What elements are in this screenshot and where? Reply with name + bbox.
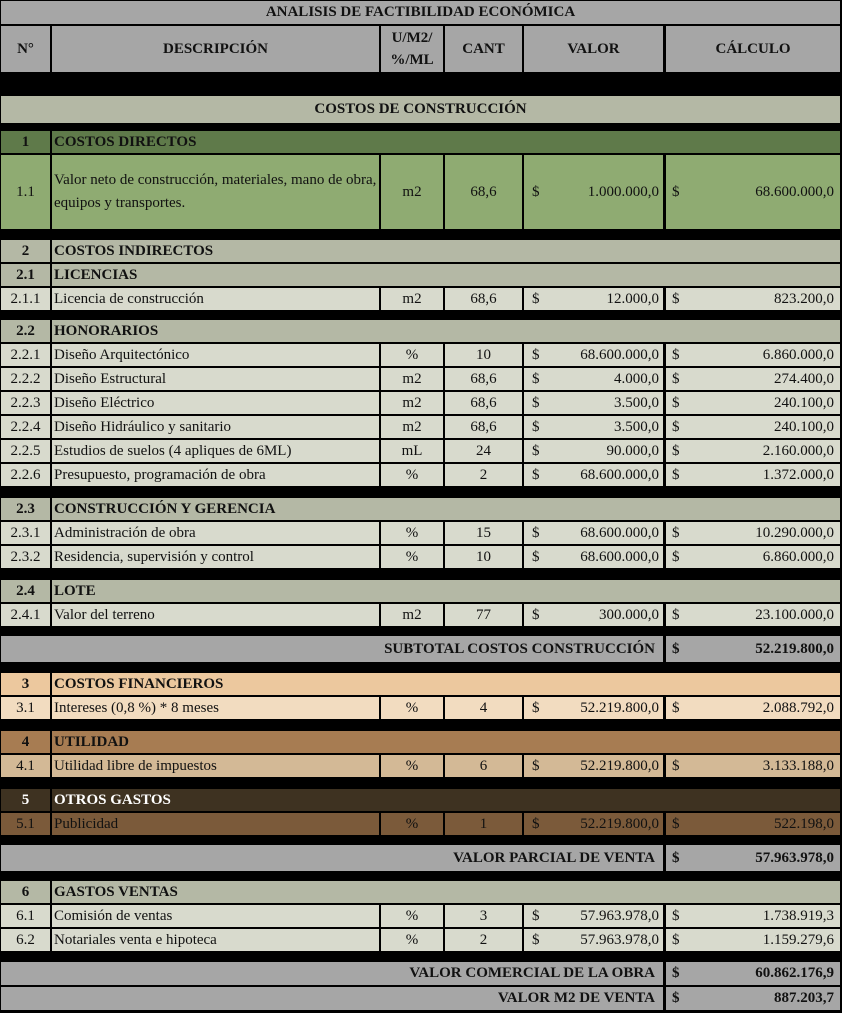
item-description: Residencia, supervisión y control bbox=[52, 546, 379, 568]
item-description: Licencia de construcción bbox=[52, 288, 379, 310]
section-number: 2.3 bbox=[1, 498, 50, 520]
total-label: VALOR COMERCIAL DE LA OBRA bbox=[1, 962, 663, 985]
item-row bbox=[0, 813, 842, 835]
section-number: 3 bbox=[1, 673, 50, 695]
currency-symbol: $ bbox=[532, 394, 540, 411]
item-number: 2.2.3 bbox=[1, 392, 50, 414]
item-unit: m2 bbox=[381, 416, 443, 438]
total-value bbox=[666, 845, 840, 871]
item-valor bbox=[524, 697, 663, 719]
item-description: Estudios de suelos (4 apliques de 6ML) bbox=[52, 440, 379, 462]
item-unit: % bbox=[381, 697, 443, 719]
section-number: 1 bbox=[1, 131, 50, 153]
section-row bbox=[0, 881, 842, 903]
item-description: Comisión de ventas bbox=[52, 905, 379, 927]
item-row bbox=[0, 288, 842, 310]
item-row bbox=[0, 392, 842, 414]
item-calculo bbox=[666, 522, 840, 544]
item-row bbox=[0, 368, 842, 390]
item-row bbox=[0, 755, 842, 777]
currency-symbol: $ bbox=[672, 548, 680, 565]
item-valor bbox=[524, 464, 663, 486]
item-calculo-amount: 522.198,0 bbox=[774, 815, 834, 832]
item-row bbox=[0, 522, 842, 544]
item-number: 2.2.6 bbox=[1, 464, 50, 486]
item-unit: mL bbox=[381, 440, 443, 462]
item-unit: % bbox=[381, 546, 443, 568]
item-calculo bbox=[666, 929, 840, 951]
item-number: 3.1 bbox=[1, 697, 50, 719]
item-row bbox=[0, 929, 842, 951]
item-calculo bbox=[666, 155, 840, 229]
costos-construccion-title: COSTOS DE CONSTRUCCIÓN bbox=[1, 96, 840, 123]
item-number: 1.1 bbox=[1, 155, 50, 229]
item-calculo-amount: 823.200,0 bbox=[774, 290, 834, 307]
currency-symbol: $ bbox=[672, 442, 680, 459]
item-calculo-amount: 2.160.000,0 bbox=[762, 442, 834, 459]
header-desc: DESCRIPCIÓN bbox=[52, 26, 379, 72]
item-calculo-amount: 1.738.919,3 bbox=[762, 907, 834, 924]
header-cant: CANT bbox=[445, 26, 522, 72]
item-calculo-amount: 1.159.279,6 bbox=[762, 931, 834, 948]
item-valor-amount: 12.000,0 bbox=[606, 290, 659, 307]
item-valor-amount: 68.600.000,0 bbox=[580, 346, 659, 363]
currency-symbol: $ bbox=[672, 370, 680, 387]
section-label: COSTOS INDIRECTOS bbox=[52, 240, 840, 262]
item-unit: m2 bbox=[381, 392, 443, 414]
item-quantity: 6 bbox=[445, 755, 522, 777]
currency-symbol: $ bbox=[672, 699, 680, 716]
item-valor-amount: 52.219.800,0 bbox=[580, 815, 659, 832]
item-valor bbox=[524, 546, 663, 568]
item-valor-amount: 68.600.000,0 bbox=[580, 524, 659, 541]
section-label: OTROS GASTOS bbox=[52, 789, 840, 811]
item-valor bbox=[524, 416, 663, 438]
item-calculo-amount: 274.400,0 bbox=[774, 370, 834, 387]
item-quantity: 15 bbox=[445, 522, 522, 544]
total-row bbox=[0, 962, 842, 985]
currency-symbol: $ bbox=[532, 548, 540, 565]
item-row bbox=[0, 416, 842, 438]
item-calculo bbox=[666, 604, 840, 626]
item-quantity: 24 bbox=[445, 440, 522, 462]
currency-symbol: $ bbox=[532, 442, 540, 459]
section-row bbox=[0, 673, 842, 695]
section-row bbox=[0, 131, 842, 153]
item-valor-amount: 68.600.000,0 bbox=[580, 466, 659, 483]
item-description: Notariales venta e hipoteca bbox=[52, 929, 379, 951]
item-calculo-amount: 3.133.188,0 bbox=[762, 757, 834, 774]
item-description: Diseño Arquitectónico bbox=[52, 344, 379, 366]
section-row bbox=[0, 789, 842, 811]
currency-symbol: $ bbox=[672, 640, 680, 657]
item-row bbox=[0, 464, 842, 486]
section-label: LICENCIAS bbox=[52, 264, 840, 286]
section-number: 2.1 bbox=[1, 264, 50, 286]
currency-symbol: $ bbox=[672, 394, 680, 411]
section-number: 2.4 bbox=[1, 580, 50, 602]
section-number: 6 bbox=[1, 881, 50, 903]
item-calculo bbox=[666, 416, 840, 438]
item-calculo bbox=[666, 697, 840, 719]
currency-symbol: $ bbox=[532, 418, 540, 435]
currency-symbol: $ bbox=[532, 346, 540, 363]
item-description: Presupuesto, programación de obra bbox=[52, 464, 379, 486]
item-valor bbox=[524, 344, 663, 366]
item-valor bbox=[524, 288, 663, 310]
item-unit: m2 bbox=[381, 155, 443, 229]
item-valor-amount: 68.600.000,0 bbox=[580, 548, 659, 565]
total-row bbox=[0, 987, 842, 1010]
total-value-amount: 887.203,7 bbox=[774, 990, 834, 1006]
section-label: GASTOS VENTAS bbox=[52, 881, 840, 903]
currency-symbol: $ bbox=[532, 907, 540, 924]
total-label: SUBTOTAL COSTOS CONSTRUCCIÓN bbox=[1, 636, 663, 662]
section-row bbox=[0, 498, 842, 520]
item-number: 4.1 bbox=[1, 755, 50, 777]
item-row bbox=[0, 344, 842, 366]
item-valor bbox=[524, 522, 663, 544]
item-valor-amount: 90.000,0 bbox=[606, 442, 659, 459]
item-valor-amount: 300.000,0 bbox=[599, 606, 659, 623]
item-description: Diseño Hidráulico y sanitario bbox=[52, 416, 379, 438]
section-row bbox=[0, 240, 842, 262]
currency-symbol: $ bbox=[672, 815, 680, 832]
item-valor bbox=[524, 905, 663, 927]
item-description: Administración de obra bbox=[52, 522, 379, 544]
currency-symbol: $ bbox=[532, 183, 540, 200]
item-calculo bbox=[666, 344, 840, 366]
item-row bbox=[0, 697, 842, 719]
item-quantity: 68,6 bbox=[445, 416, 522, 438]
header-calculo: CÁLCULO bbox=[666, 26, 840, 72]
item-calculo-amount: 68.600.000,0 bbox=[755, 183, 834, 200]
currency-symbol: $ bbox=[672, 907, 680, 924]
item-valor-amount: 57.963.978,0 bbox=[580, 931, 659, 948]
item-description: Valor del terreno bbox=[52, 604, 379, 626]
item-quantity: 3 bbox=[445, 905, 522, 927]
section-label: HONORARIOS bbox=[52, 320, 840, 342]
item-description: Publicidad bbox=[52, 813, 379, 835]
item-quantity: 1 bbox=[445, 813, 522, 835]
section-number: 2 bbox=[1, 240, 50, 262]
item-calculo bbox=[666, 288, 840, 310]
currency-symbol: $ bbox=[672, 346, 680, 363]
currency-symbol: $ bbox=[672, 183, 680, 200]
item-calculo-amount: 23.100.000,0 bbox=[755, 606, 834, 623]
section-number: 2.2 bbox=[1, 320, 50, 342]
item-valor bbox=[524, 813, 663, 835]
item-unit: % bbox=[381, 813, 443, 835]
item-row bbox=[0, 905, 842, 927]
item-number: 2.3.2 bbox=[1, 546, 50, 568]
total-value-amount: 57.963.978,0 bbox=[755, 849, 834, 866]
item-calculo-amount: 2.088.792,0 bbox=[762, 699, 834, 716]
section-label: LOTE bbox=[52, 580, 840, 602]
item-valor bbox=[524, 392, 663, 414]
item-calculo bbox=[666, 813, 840, 835]
item-unit: % bbox=[381, 464, 443, 486]
item-description: Valor neto de construcción, materiales, mano de obra, equipos y transportes. bbox=[52, 155, 379, 229]
total-value-amount: 52.219.800,0 bbox=[755, 640, 834, 657]
item-unit: % bbox=[381, 929, 443, 951]
item-row bbox=[0, 155, 842, 229]
section-row bbox=[0, 580, 842, 602]
currency-symbol: $ bbox=[532, 466, 540, 483]
section-row bbox=[0, 731, 842, 753]
item-valor bbox=[524, 755, 663, 777]
total-value-amount: 60.862.176,9 bbox=[755, 965, 834, 981]
section-label: CONSTRUCCIÓN Y GERENCIA bbox=[52, 498, 840, 520]
item-calculo bbox=[666, 464, 840, 486]
item-valor bbox=[524, 368, 663, 390]
currency-symbol: $ bbox=[672, 965, 680, 981]
header-valor: VALOR bbox=[524, 26, 663, 72]
item-quantity: 68,6 bbox=[445, 368, 522, 390]
currency-symbol: $ bbox=[672, 606, 680, 623]
currency-symbol: $ bbox=[672, 990, 680, 1006]
total-value bbox=[666, 987, 840, 1010]
section-label: COSTOS FINANCIEROS bbox=[52, 673, 840, 695]
item-quantity: 2 bbox=[445, 929, 522, 951]
item-quantity: 10 bbox=[445, 344, 522, 366]
item-unit: m2 bbox=[381, 604, 443, 626]
item-calculo-amount: 10.290.000,0 bbox=[755, 524, 834, 541]
currency-symbol: $ bbox=[532, 370, 540, 387]
item-unit: % bbox=[381, 755, 443, 777]
item-description: Diseño Eléctrico bbox=[52, 392, 379, 414]
item-valor-amount: 57.963.978,0 bbox=[580, 907, 659, 924]
item-unit: % bbox=[381, 344, 443, 366]
total-row bbox=[0, 636, 842, 662]
item-number: 6.2 bbox=[1, 929, 50, 951]
item-quantity: 4 bbox=[445, 697, 522, 719]
item-number: 2.2.5 bbox=[1, 440, 50, 462]
currency-symbol: $ bbox=[672, 757, 680, 774]
currency-symbol: $ bbox=[532, 757, 540, 774]
item-calculo bbox=[666, 368, 840, 390]
currency-symbol: $ bbox=[532, 524, 540, 541]
item-valor-amount: 1.000.000,0 bbox=[587, 183, 659, 200]
total-label: VALOR M2 DE VENTA bbox=[1, 987, 663, 1010]
total-value bbox=[666, 636, 840, 662]
item-calculo-amount: 240.100,0 bbox=[774, 394, 834, 411]
item-calculo-amount: 6.860.000,0 bbox=[762, 548, 834, 565]
item-calculo bbox=[666, 392, 840, 414]
item-number: 2.2.1 bbox=[1, 344, 50, 366]
item-valor-amount: 4.000,0 bbox=[614, 370, 659, 387]
section-row bbox=[0, 264, 842, 286]
sheet-title: ANALISIS DE FACTIBILIDAD ECONÓMICA bbox=[1, 1, 840, 24]
item-calculo-amount: 6.860.000,0 bbox=[762, 346, 834, 363]
item-quantity: 77 bbox=[445, 604, 522, 626]
item-number: 5.1 bbox=[1, 813, 50, 835]
item-calculo bbox=[666, 905, 840, 927]
title-row bbox=[0, 1, 842, 24]
header-unit: U/M2/ %/ML bbox=[381, 26, 443, 72]
section-label: COSTOS DIRECTOS bbox=[52, 131, 840, 153]
item-number: 2.2.4 bbox=[1, 416, 50, 438]
item-valor bbox=[524, 155, 663, 229]
currency-symbol: $ bbox=[532, 699, 540, 716]
item-unit: m2 bbox=[381, 368, 443, 390]
currency-symbol: $ bbox=[532, 931, 540, 948]
item-valor bbox=[524, 440, 663, 462]
item-quantity: 10 bbox=[445, 546, 522, 568]
section-row bbox=[0, 320, 842, 342]
item-quantity: 68,6 bbox=[445, 288, 522, 310]
currency-symbol: $ bbox=[672, 849, 680, 866]
costos-construccion-row bbox=[0, 96, 842, 123]
currency-symbol: $ bbox=[672, 931, 680, 948]
item-unit: % bbox=[381, 522, 443, 544]
item-description: Intereses (0,8 %) * 8 meses bbox=[52, 697, 379, 719]
item-description: Utilidad libre de impuestos bbox=[52, 755, 379, 777]
item-valor-amount: 3.500,0 bbox=[614, 418, 659, 435]
item-calculo bbox=[666, 546, 840, 568]
currency-symbol: $ bbox=[672, 524, 680, 541]
item-row bbox=[0, 604, 842, 626]
currency-symbol: $ bbox=[532, 606, 540, 623]
currency-symbol: $ bbox=[672, 418, 680, 435]
currency-symbol: $ bbox=[532, 290, 540, 307]
item-unit: % bbox=[381, 905, 443, 927]
item-number: 2.4.1 bbox=[1, 604, 50, 626]
item-quantity: 68,6 bbox=[445, 392, 522, 414]
section-number: 4 bbox=[1, 731, 50, 753]
item-quantity: 68,6 bbox=[445, 155, 522, 229]
total-value bbox=[666, 962, 840, 985]
item-calculo-amount: 1.372.000,0 bbox=[762, 466, 834, 483]
item-calculo-amount: 240.100,0 bbox=[774, 418, 834, 435]
header-row bbox=[0, 26, 842, 72]
item-description: Diseño Estructural bbox=[52, 368, 379, 390]
currency-symbol: $ bbox=[532, 815, 540, 832]
total-row bbox=[0, 845, 842, 871]
item-number: 2.1.1 bbox=[1, 288, 50, 310]
item-valor-amount: 3.500,0 bbox=[614, 394, 659, 411]
item-calculo bbox=[666, 755, 840, 777]
header-num: N° bbox=[1, 26, 50, 72]
currency-symbol: $ bbox=[672, 290, 680, 307]
total-label: VALOR PARCIAL DE VENTA bbox=[1, 845, 663, 871]
item-unit: m2 bbox=[381, 288, 443, 310]
item-valor bbox=[524, 604, 663, 626]
item-number: 2.2.2 bbox=[1, 368, 50, 390]
section-number: 5 bbox=[1, 789, 50, 811]
item-valor bbox=[524, 929, 663, 951]
currency-symbol: $ bbox=[672, 466, 680, 483]
item-valor-amount: 52.219.800,0 bbox=[580, 757, 659, 774]
item-calculo bbox=[666, 440, 840, 462]
item-valor-amount: 52.219.800,0 bbox=[580, 699, 659, 716]
item-row bbox=[0, 546, 842, 568]
item-number: 6.1 bbox=[1, 905, 50, 927]
item-number: 2.3.1 bbox=[1, 522, 50, 544]
item-row bbox=[0, 440, 842, 462]
item-quantity: 2 bbox=[445, 464, 522, 486]
section-label: UTILIDAD bbox=[52, 731, 840, 753]
